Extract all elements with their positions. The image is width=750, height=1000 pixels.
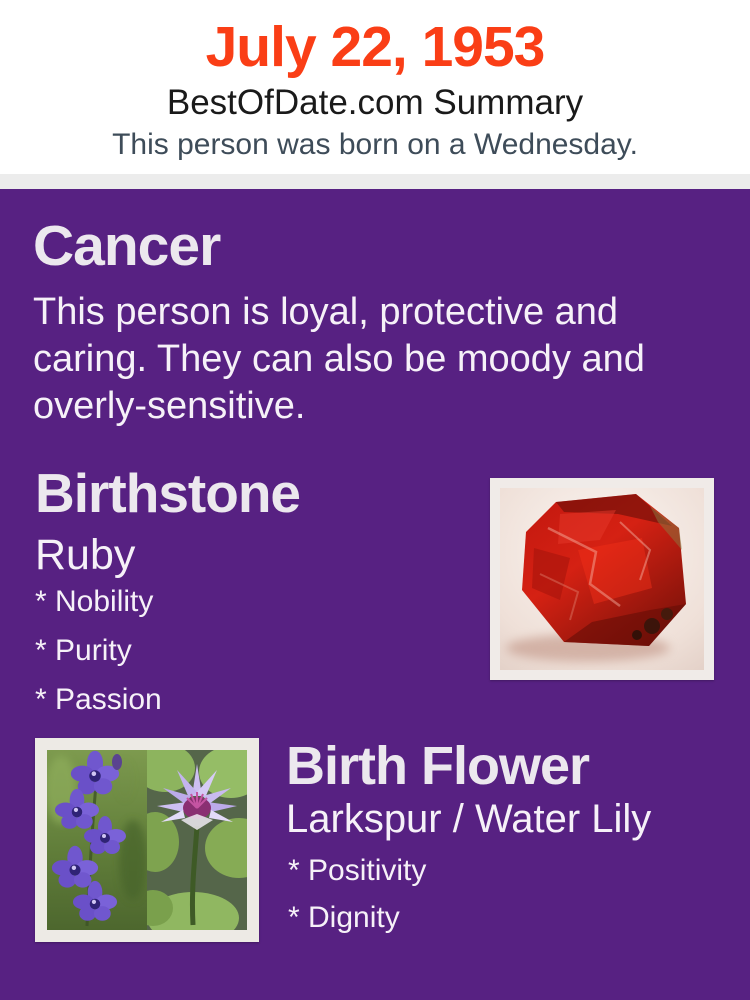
- header: [0, 0, 750, 174]
- birthstone-trait: * Nobility: [35, 585, 154, 618]
- zodiac-sign-heading: Cancer: [33, 214, 221, 278]
- birth-flower-trait: * Positivity: [288, 854, 427, 887]
- section-divider: [0, 174, 750, 189]
- birth-flower-trait-list: [288, 854, 426, 948]
- birth-flower-trait: * Dignity: [288, 901, 400, 934]
- ruby-image: [490, 478, 714, 680]
- ruby-gem-illustration: [500, 488, 704, 670]
- birth-flower-heading: Birth Flower: [286, 736, 590, 796]
- water-lily-photo: [147, 750, 247, 930]
- larkspur-photo: [47, 750, 147, 930]
- site-summary-title: BestOfDate.com Summary: [166, 83, 584, 122]
- zodiac-description: This person is loyal, protective and caring. They can also be moody and overly-sensitive.: [33, 291, 645, 427]
- main-panel: [0, 189, 750, 1000]
- birth-flower-image: [35, 738, 259, 942]
- larkspur-illustration: [47, 750, 147, 930]
- birthstone-trait: * Purity: [35, 634, 132, 667]
- birthstone-heading: Birthstone: [35, 462, 300, 524]
- birth-flower-name: Larkspur / Water Lily: [286, 797, 652, 841]
- birthstone-trait: * Passion: [35, 683, 162, 716]
- born-day-line: This person was born on a Wednesday.: [112, 128, 638, 161]
- birthstone-trait-list: [35, 585, 162, 732]
- water-lily-illustration: [147, 750, 247, 930]
- date-title: July 22, 1953: [205, 15, 545, 79]
- birthstone-name: Ruby: [35, 531, 136, 579]
